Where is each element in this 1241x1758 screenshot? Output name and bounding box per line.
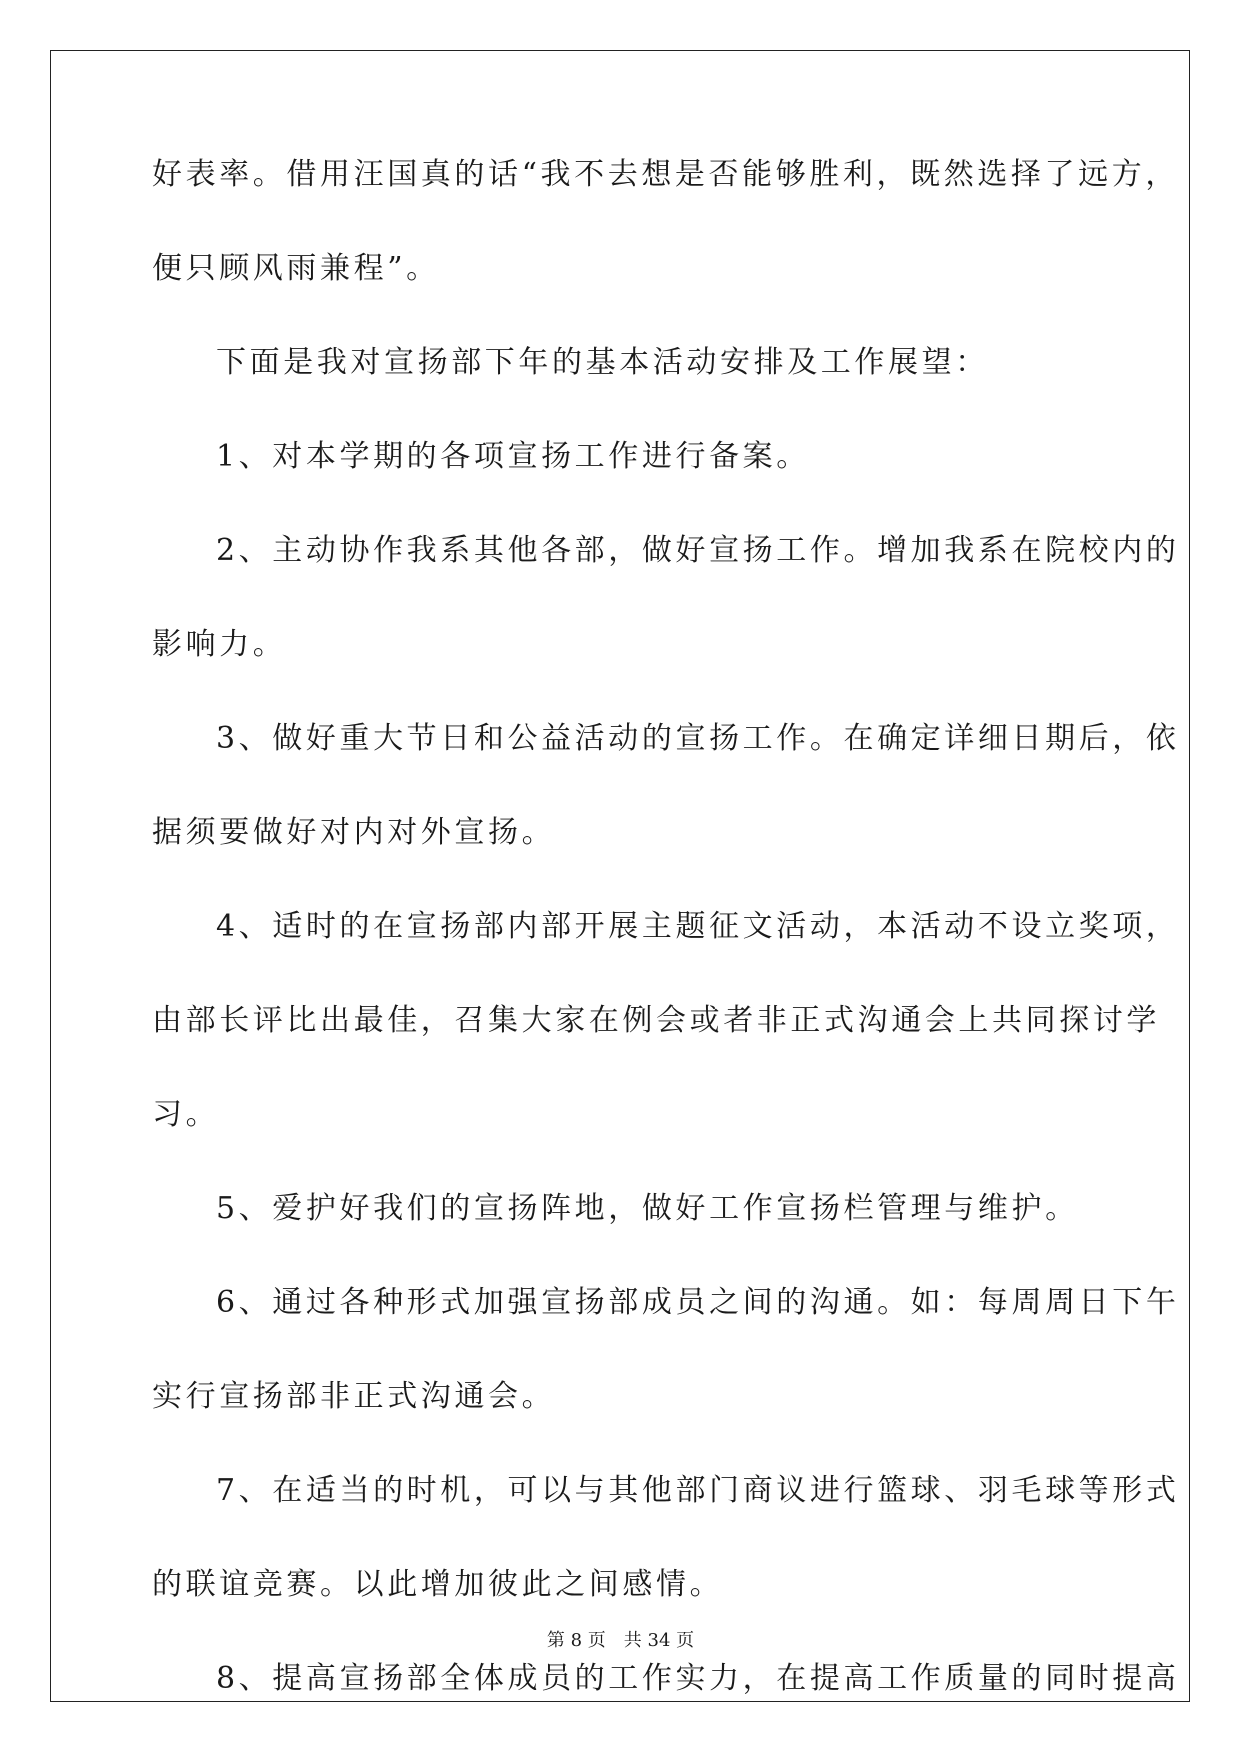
page-number: 第 8 页 共 34 页 <box>546 1630 695 1651</box>
list-item-1: 1、对本学期的各项宣扬工作进行备案。 <box>216 439 810 474</box>
list-item-5: 5、爱护好我们的宣扬阵地，做好工作宣扬栏管理与维护。 <box>216 1191 1079 1226</box>
text-line: 据须要做好对内对外宣扬。 <box>152 815 556 850</box>
text-line: 影响力。 <box>152 627 287 662</box>
document-body <box>152 157 1180 1758</box>
text-line: 的联谊竞赛。以此增加彼此之间感情。 <box>152 1567 724 1602</box>
list-item-6: 6、通过各种形式加强宣扬部成员之间的沟通。如：每周周日下午 <box>216 1285 1180 1320</box>
text-line: 实行宣扬部非正式沟通会。 <box>152 1379 556 1414</box>
text-line: 下面是我对宣扬部下年的基本活动安排及工作展望： <box>216 345 989 380</box>
list-item-4: 4、适时的在宣扬部内部开展主题征文活动，本活动不设立奖项， <box>216 909 1180 944</box>
text-line: 习。 <box>152 1097 220 1132</box>
text-line: 由部长评比出最佳，召集大家在例会或者非正式沟通会上共同探讨学 <box>152 1003 1160 1038</box>
list-item-7: 7、在适当的时机，可以与其他部门商议进行篮球、羽毛球等形式 <box>216 1473 1180 1508</box>
list-item-2: 2、主动协作我系其他各部，做好宣扬工作。增加我系在院校内的 <box>216 533 1180 568</box>
list-item-8: 8、提高宣扬部全体成员的工作实力，在提高工作质量的同时提高 <box>216 1661 1180 1696</box>
text-line: 好表率。借用汪国真的话“我不去想是否能够胜利，既然选择了远方， <box>152 157 1179 192</box>
text-line: 便只顾风雨兼程”。 <box>152 251 440 286</box>
list-item-3: 3、做好重大节日和公益活动的宣扬工作。在确定详细日期后，依 <box>216 721 1180 756</box>
